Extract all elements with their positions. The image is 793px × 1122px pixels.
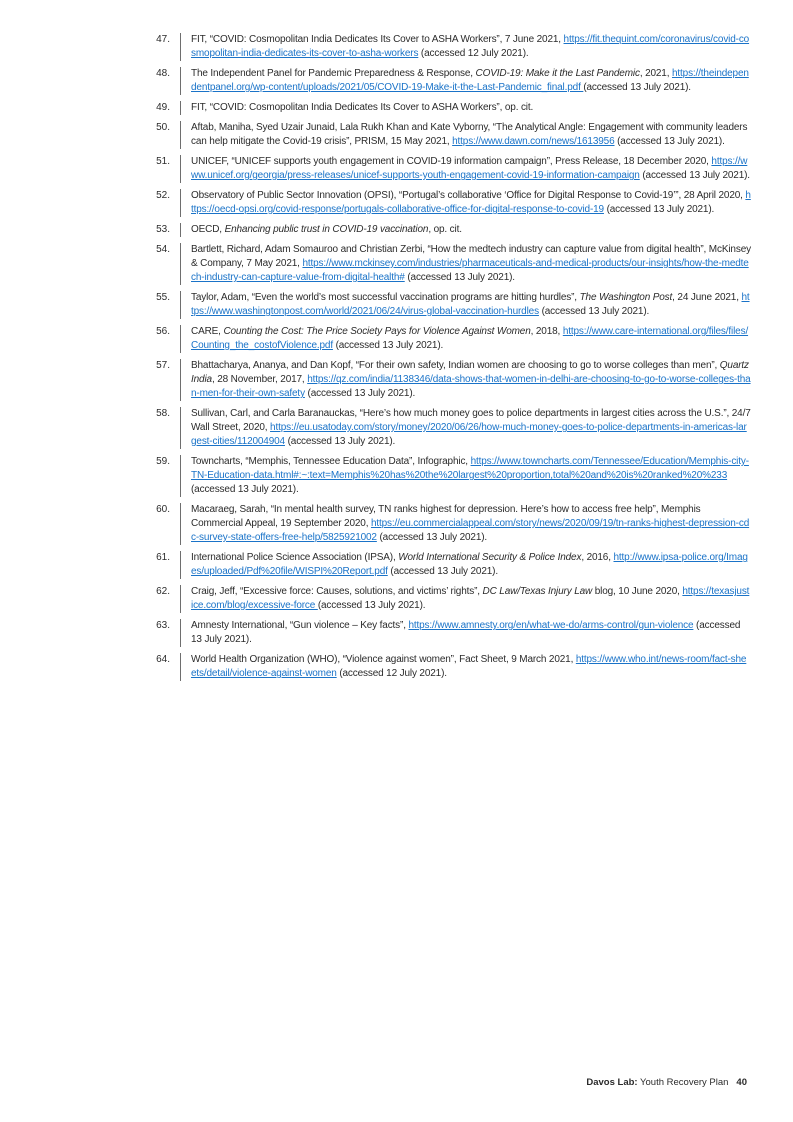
- footnote-number: 58.: [156, 408, 170, 419]
- footnote-italic-title: DC Law/Texas Injury Law: [482, 586, 593, 597]
- footnote-italic-title: Counting the Cost: The Price Society Pays for Violence Against Women: [223, 326, 531, 337]
- footnote-item: [0, 291, 793, 319]
- footnote-link[interactable]: https://theindependentpanel.org/wp-content/uploads/2021/05/COVID-19-Make-it-the-Last-Pandemic_final.pdf: [191, 68, 749, 93]
- footnote-text-segment: blog, 10 June 2020,: [592, 586, 683, 597]
- footnote-text-segment: (accessed 13 July 2021).: [538, 306, 650, 317]
- footnote-link[interactable]: https://fit.thequint.com/coronavirus/covid-cosmopolitan-india-dedicates-its-cover-to-asha-workers: [191, 34, 750, 59]
- footnote-text-segment: (accessed 13 July 2021).: [317, 600, 426, 611]
- footnote-link[interactable]: https://www.unicef.org/georgia/press-releases/unicef-supports-youth-engagement-covid-19-information-campaign: [191, 156, 748, 181]
- footnote-item: [0, 407, 793, 449]
- footnote-text-segment: (accessed 13 July 2021).: [332, 340, 444, 351]
- footnote-text: [180, 101, 751, 115]
- footnote-text: [180, 359, 751, 401]
- footnote-text-segment: FIT, “COVID: Cosmopolitan India Dedicates Its Cover to ASHA Workers”, op. cit.: [191, 102, 534, 113]
- footnote-number: 48.: [156, 68, 170, 79]
- footnote-text-segment: (accessed 13 July 2021).: [376, 532, 488, 543]
- footnote-text-segment: , 24 June 2021,: [672, 292, 742, 303]
- footnote-link[interactable]: https://www.towncharts.com/Tennessee/Education/Memphis-city-TN-Education-data.html#:~:text=Memphis%20has%20the%20largest%20proportion,total%20and%20is%20ranked%20%233: [191, 456, 749, 481]
- footnote-item: [0, 243, 793, 285]
- footnote-number: 59.: [156, 456, 170, 467]
- footnote-item: [0, 619, 793, 647]
- footnote-text-segment: (accessed 13 July 2021).: [614, 136, 725, 147]
- footnote-text: [180, 33, 751, 61]
- footnote-link[interactable]: https://www.care-international.org/files/files/Counting_the_costofViolence.pdf: [191, 326, 749, 351]
- footnote-text: [180, 155, 751, 183]
- footnote-text-segment: (accessed 13 July 2021).: [583, 82, 691, 93]
- footnote-link[interactable]: https://eu.usatoday.com/story/money/2020/06/26/how-much-money-goes-to-police-departments-in-americas-largest-cities/112004904: [191, 422, 747, 447]
- footnote-number: 54.: [156, 244, 170, 255]
- footnote-number: 49.: [156, 102, 170, 113]
- footnote-item: [0, 223, 793, 237]
- footnote-italic-title: The Washington Post: [579, 292, 673, 303]
- footnote-text: [180, 551, 751, 579]
- footnote-text-segment: , 2016,: [581, 552, 614, 563]
- footnote-text-segment: (accessed 13 July 2021).: [191, 620, 741, 645]
- footnote-item: [0, 359, 793, 401]
- footnote-text-segment: Macaraeg, Sarah, “In mental health survey, TN ranks highest for depression. Here’s how to access free help”, Memphis Commercial Appeal, 19 September 2020,: [191, 504, 701, 529]
- footnote-number: 64.: [156, 654, 170, 665]
- footnote-text-segment: CARE,: [191, 326, 224, 337]
- footnote-text: [180, 585, 751, 613]
- footnote-number: 55.: [156, 292, 170, 303]
- footnote-link[interactable]: https://www.mckinsey.com/industries/pharmaceuticals-and-medical-products/our-insights/how-the-medtech-industry-can-capture-value-from-digital-health#: [191, 258, 749, 283]
- footnote-text: [180, 243, 751, 285]
- footnote-text-segment: Towncharts, “Memphis, Tennessee Education Data”, Infographic,: [191, 456, 471, 467]
- footnote-text-segment: Observatory of Public Sector Innovation (OPSI), “Portugal’s collaborative ‘Office for Digital Response to Covid-19’”, 28 April 2020,: [191, 190, 746, 201]
- footnote-text-segment: (accessed 13 July 2021).: [387, 566, 498, 577]
- footnote-italic-title: Quartz India: [191, 360, 749, 385]
- footnote-text-segment: Sullivan, Carl, and Carla Baranauckas, “Here’s how much money goes to police departments in largest cities across the U.S.”, 24/7 Wall Street, 2020,: [191, 408, 751, 433]
- footnote-item: [0, 101, 793, 115]
- footnote-number: 50.: [156, 122, 170, 133]
- footnote-item: [0, 503, 793, 545]
- footnote-item: [0, 67, 793, 95]
- footnote-text-segment: International Police Science Association (IPSA),: [191, 552, 399, 563]
- page-footer: [586, 1077, 747, 1088]
- footnote-text: [180, 653, 751, 681]
- footnote-text-segment: , 2018,: [530, 326, 563, 337]
- footnote-text-segment: OECD,: [191, 224, 225, 235]
- footnote-text-segment: Bhattacharya, Ananya, and Dan Kopf, “For their own safety, Indian women are choosing to go to worse colleges than men”,: [191, 360, 720, 371]
- footnote-number: 51.: [156, 156, 170, 167]
- footnote-text-segment: (accessed 13 July 2021).: [603, 204, 715, 215]
- footnote-item: [0, 121, 793, 149]
- footnote-item: [0, 189, 793, 217]
- footnote-text-segment: (accessed 12 July 2021).: [418, 48, 529, 59]
- footnote-text: [180, 223, 751, 237]
- footnote-text-segment: , 2021,: [639, 68, 672, 79]
- footnote-link[interactable]: https://qz.com/india/1138346/data-shows-that-women-in-delhi-are-choosing-to-go-to-worse-colleges-than-men-for-their-own-safety: [191, 374, 751, 399]
- footnote-text-segment: (accessed 13 July 2021).: [404, 272, 515, 283]
- footnote-text-segment: , 28 November, 2017,: [211, 374, 308, 385]
- footnote-number: 57.: [156, 360, 170, 371]
- footnote-text: [180, 503, 751, 545]
- footnote-link[interactable]: https://texasjustice.com/blog/excessive-force: [191, 586, 750, 611]
- footnote-text-segment: Amnesty International, “Gun violence – Key facts”,: [191, 620, 409, 631]
- footnote-italic-title: COVID-19: Make it the Last Pandemic: [475, 68, 640, 79]
- footnote-item: [0, 551, 793, 579]
- footnote-text-segment: UNICEF, “UNICEF supports youth engagement in COVID-19 information campaign”, Press Release, 18 December 2020,: [191, 156, 712, 167]
- footnote-italic-title: Enhancing public trust in COVID-19 vaccination: [224, 224, 429, 235]
- footnote-item: [0, 325, 793, 353]
- footnote-text-segment: (accessed 13 July 2021).: [639, 170, 750, 181]
- page-number: 40: [736, 1077, 747, 1088]
- footnote-text-segment: The Independent Panel for Pandemic Preparedness & Response,: [191, 68, 476, 79]
- footnote-number: 52.: [156, 190, 170, 201]
- footnote-number: 47.: [156, 34, 170, 45]
- footnote-text-segment: World Health Organization (WHO), “Violence against women”, Fact Sheet, 9 March 2021,: [191, 654, 576, 665]
- footnote-text: [180, 455, 751, 497]
- footnote-text-segment: Aftab, Maniha, Syed Uzair Junaid, Lala Rukh Khan and Kate Vyborny, “The Analytical Angle: Engagement with community leaders can help mitigate the Covid-19 crisis”, PRISM, 15 May 2021,: [191, 122, 748, 147]
- footnote-text: [180, 189, 751, 217]
- footnote-text-segment: FIT, “COVID: Cosmopolitan India Dedicates Its Cover to ASHA Workers”, 7 June 2021,: [191, 34, 564, 45]
- footnote-text-segment: (accessed 12 July 2021).: [336, 668, 447, 679]
- footnote-link[interactable]: https://www.washingtonpost.com/world/2021/06/24/virus-global-vaccination-hurdles: [191, 292, 750, 317]
- footer-brand: Davos Lab:: [586, 1077, 638, 1088]
- footnote-text-segment: Craig, Jeff, “Excessive force: Causes, solutions, and victims’ rights”,: [191, 586, 483, 597]
- footnote-number: 60.: [156, 504, 170, 515]
- footnote-italic-title: World International Security & Police Index: [398, 552, 582, 563]
- footnote-number: 56.: [156, 326, 170, 337]
- footnote-text: [180, 407, 751, 449]
- footnote-link[interactable]: https://www.who.int/news-room/fact-sheets/detail/violence-against-women: [191, 654, 747, 679]
- footnote-text-segment: (accessed 13 July 2021).: [304, 388, 416, 399]
- footnote-item: [0, 653, 793, 681]
- footnote-item: [0, 33, 793, 61]
- footnote-text: [180, 325, 751, 353]
- footnote-text: [180, 121, 751, 149]
- footnote-text: [180, 291, 751, 319]
- footer-title: Youth Recovery Plan: [637, 1077, 729, 1088]
- footnote-number: 53.: [156, 224, 170, 235]
- footnote-number: 61.: [156, 552, 170, 563]
- footnote-link[interactable]: https://eu.commercialappeal.com/story/news/2020/09/19/tn-ranks-highest-depression-cdc-survey-state-offers-free-help/5825921002: [191, 518, 750, 543]
- footnote-link[interactable]: https://www.amnesty.org/en/what-we-do/arms-control/gun-violence: [408, 620, 694, 631]
- footnote-link[interactable]: https://oecd-opsi.org/covid-response/portugals-collaborative-office-for-digital-response-to-covid-19: [191, 190, 751, 215]
- footnote-number: 63.: [156, 620, 170, 631]
- footnote-text: [180, 67, 751, 95]
- footnote-text-segment: Taylor, Adam, “Even the world’s most successful vaccination programs are hitting hurdles”,: [191, 292, 580, 303]
- footnote-text: [180, 619, 751, 647]
- footnote-link[interactable]: https://www.dawn.com/news/1613956: [452, 136, 615, 147]
- footnote-item: [0, 455, 793, 497]
- footnote-item: [0, 155, 793, 183]
- footnote-item: [0, 585, 793, 613]
- footnote-text-segment: (accessed 13 July 2021).: [191, 484, 299, 495]
- footnote-text-segment: , op. cit.: [428, 224, 462, 235]
- footnote-text-segment: Bartlett, Richard, Adam Somauroo and Christian Zerbi, “How the medtech industry can capture value from digital health”, McKinsey & Company, 7 May 2021,: [191, 244, 751, 269]
- footnotes-list: [0, 33, 793, 687]
- footnote-number: 62.: [156, 586, 170, 597]
- footnote-text-segment: (accessed 13 July 2021).: [284, 436, 396, 447]
- footnote-link[interactable]: http://www.ipsa-police.org/Images/uploaded/Pdf%20file/WISPI%20Report.pdf: [191, 552, 748, 577]
